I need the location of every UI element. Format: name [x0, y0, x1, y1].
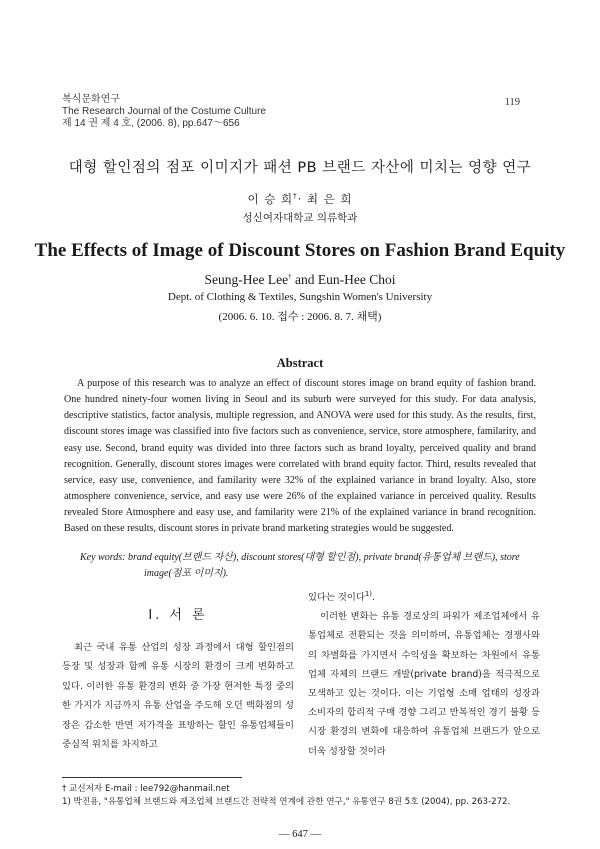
author-rest-en: and Eun-Hee Choi	[291, 272, 396, 287]
footnote-divider	[62, 777, 242, 778]
journal-name-en: The Research Journal of the Costume Culture	[62, 106, 266, 117]
title-english: The Effects of Image of Discount Stores on Fashion Brand Equity	[34, 240, 566, 261]
authors-english	[0, 272, 600, 288]
keywords: Key words: brand equity(브랜드 자산), discount stores(대형 할인점), private brand(유통업체 브랜드), store image(점포 이미지).	[80, 552, 520, 579]
footnote-corresponding: † 교신저자 E-mail : lee792@hanmail.net	[62, 784, 230, 794]
journal-name-ko: 복식문화연구	[62, 94, 120, 105]
page-number-top: 119	[504, 97, 520, 108]
page-number-bottom: — 647 —	[279, 829, 321, 840]
affiliation-english: Dept. of Clothing & Textiles, Sungshin Women's University	[167, 291, 433, 303]
affiliation-korean: 성신여자대학교 의류학과	[242, 212, 358, 224]
citation-mark-1: 1)	[364, 589, 373, 598]
footnotes	[62, 783, 542, 809]
footnote-reference-1: 1) 박진용, "유통업체 브랜드와 제조업체 브랜드간 전략적 연계에 관한 연구," 유통연구 8권 5호 (2004), pp. 263-272.	[62, 797, 511, 807]
paragraph-2: 이러한 변화는 유통 경로상의 파워가 제조업체에서 유통업체로 전환되는 것을 의미하며, 유통업체는 경쟁사와의 차별화를 가지면서 수익성을 확보하는 차원에서 유통업체 자체의 브랜드 개발(private brand)을 적극적으로 모색하고 있는 것이다. 이는 기업형 소매 업태의 성장과 소비자의 합리적 구매 경향 그리고 반복적인 경기 불황 등 시장 환경의 변화에 대응하여 유통업체 브랜드가 앞으로 더욱 성장할 것이라	[308, 611, 540, 757]
author-first-en: Seung-Hee Lee	[204, 272, 289, 287]
abstract-heading: Abstract	[276, 356, 324, 370]
paragraph-continued-text: 있다는 것이다	[308, 592, 365, 603]
corresponding-mark-en: †	[288, 272, 292, 281]
author-first-ko: 이 승 희	[247, 192, 294, 206]
author-rest-ko: · 최 은 희	[297, 192, 353, 206]
section-heading-introduction: Ⅰ. 서 론	[148, 608, 208, 623]
body-column-right	[308, 588, 540, 761]
paragraph-continued-end: .	[372, 592, 375, 603]
corresponding-mark: †	[293, 192, 298, 201]
journal-header	[62, 94, 266, 130]
authors-korean	[0, 191, 600, 207]
body-column-left: 최근 국내 유통 산업의 성장 과정에서 대형 할인점의 등장 및 성장과 함께 유통 시장의 환경이 크게 변화하고 있다. 이러한 유통 환경의 변화 중 가장 현저한 특징 중의 한 가지가 지금까지 유통 산업을 주도해 오던 백화점의 성장은 감소한 반면 저가격을 표방하는 할인 유통업체들이 중심적 위치를 차지하고	[62, 642, 294, 751]
paragraph-continued	[308, 588, 540, 607]
received-accepted-dates: (2006. 6. 10. 접수 : 2006. 8. 7. 채택)	[218, 311, 382, 323]
title-korean: 대형 할인점의 점포 이미지가 패션 PB 브랜드 자산에 미치는 영향 연구	[68, 160, 532, 176]
journal-issue: 제 14 권 제 4 호, (2006. 8), pp.647～656	[62, 118, 240, 129]
abstract-text: A purpose of this research was to analyze an effect of discount stores image on brand equity of fashion brand. One hundred ninety-four women living in Seoul and its suburb were surveyed for this study. For data analysis, descriptive statistics, factor analysis, multiple regression, and ANOVA were used for this study. As the results, first, discount stores image was classified into five factors such as convenience, service, store atmosphere, familarity, and easy use. Second, brand equity was divided into three factors such as brand loyalty, perceived quality and brand recognition. Generally, discount stores images were correlated with brand equity factor. Third, results revealed that service, easy use, convenience, and familarity were 32% of the explained variance in brand loyalty. Also, store atmosphere convenience, service, and easy use were 26% of the explained variance in perceived quality. Results revealed Store Atmosphere and easy use, and familarity were 21% of the explained variance in brand recognition. Based on these results, discount stores in private brand marketing strategies would be suggested.	[64, 378, 536, 535]
